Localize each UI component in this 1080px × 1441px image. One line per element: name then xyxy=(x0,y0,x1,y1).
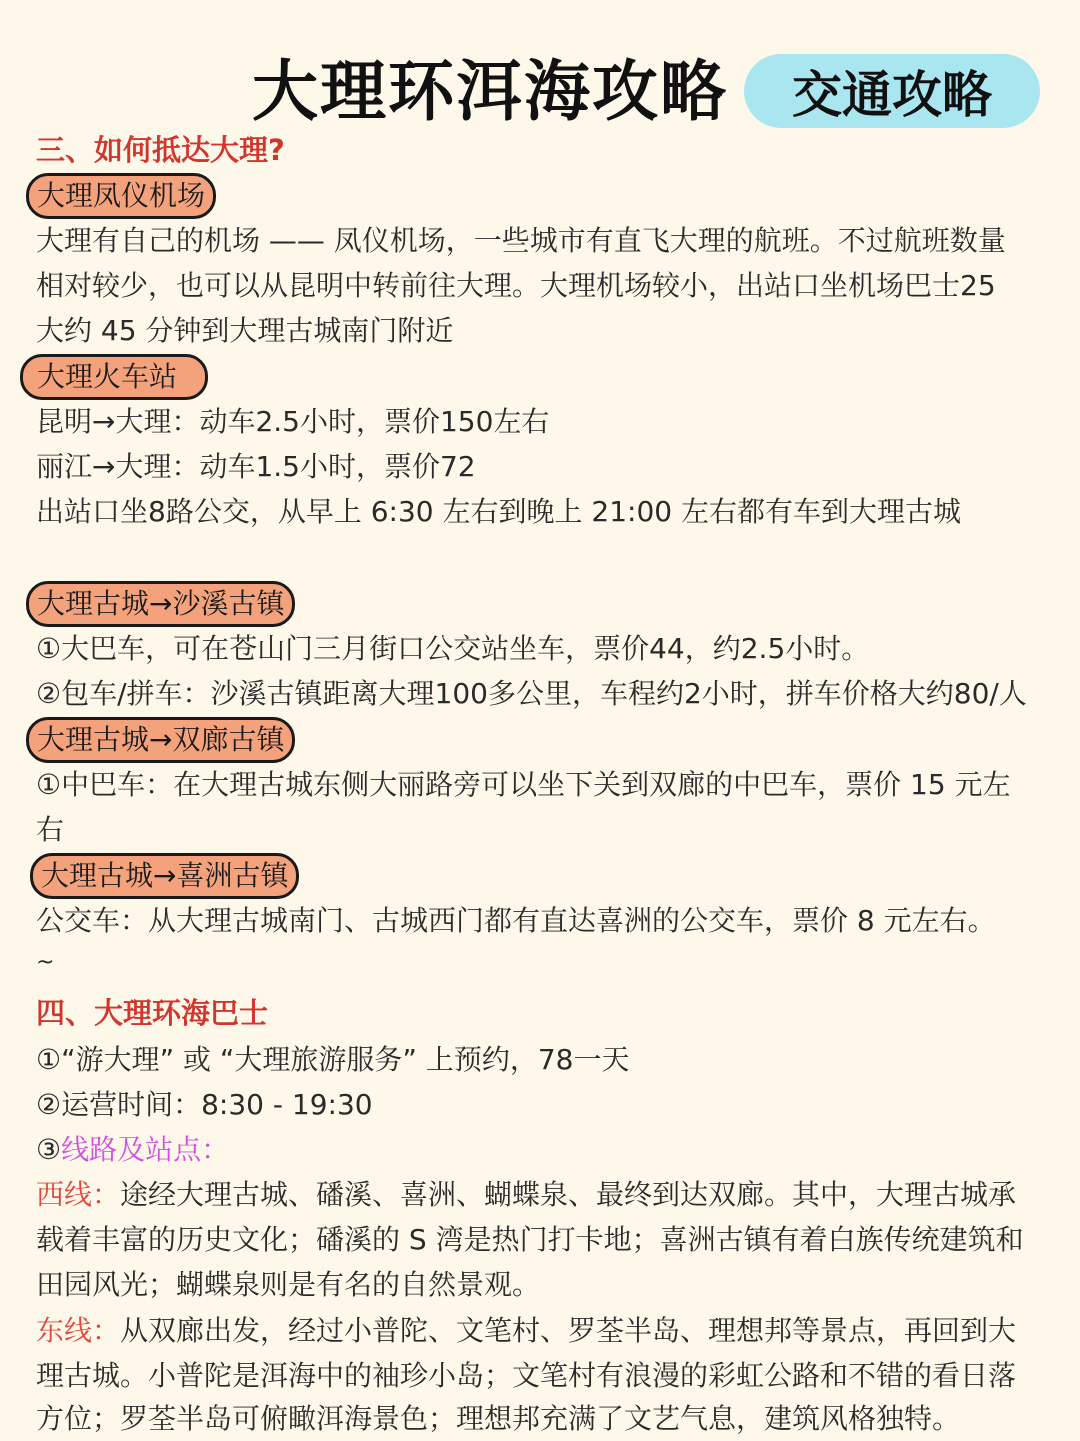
tag-airport: 大理凤仪机场 xyxy=(26,173,216,219)
airport-line-2: 相对较少，也可以从昆明中转前往大理。大理机场较小，出站口坐机场巴士25 xyxy=(36,269,996,302)
bus-hours: ②运营时间：8:30 - 19:30 xyxy=(36,1088,373,1121)
train-line-1: 昆明→大理：动车2.5小时，票价150左右 xyxy=(36,405,550,438)
routes-label: 线路及站点： xyxy=(61,1133,230,1166)
east-route-label: 东线： xyxy=(36,1314,121,1347)
west-line-3: 田园风光；蝴蝶泉则是有名的自然景观。 xyxy=(36,1268,541,1301)
xizhou-line-1: 公交车：从大理古城南门、古城西门都有直达喜洲的公交车，票价 8 元左右。 xyxy=(36,904,996,937)
shaxi-line-2: ②包车/拼车：沙溪古镇距离大理100多公里，车程约2小时，拼车价格大约80/人 xyxy=(36,677,1027,710)
tag-shuanglang: 大理古城→双廊古镇 xyxy=(26,717,295,763)
section-heading-4: 四、大理环海巴士 xyxy=(36,996,269,1030)
airport-line-3: 大约 45 分钟到大理古城南门附近 xyxy=(36,314,454,347)
train-line-3: 出站口坐8路公交，从早上 6:30 左右到晚上 21:00 左右都有车到大理古城 xyxy=(36,495,961,528)
shuanglang-line-1: ①中巴车：在大理古城东侧大丽路旁可以坐下关到双廊的中巴车，票价 15 元左 xyxy=(36,768,1011,801)
bus-routes-heading xyxy=(36,1127,229,1172)
section-heading-3: 三、如何抵达大理? xyxy=(36,133,285,167)
category-badge: 交通攻略 xyxy=(744,54,1040,128)
east-line-1 xyxy=(36,1308,1016,1353)
west-route-label: 西线： xyxy=(36,1178,121,1211)
tag-train-station: 大理火车站 xyxy=(20,354,208,400)
tilde-mark: ~ xyxy=(36,950,55,975)
shuanglang-line-2: 右 xyxy=(36,813,65,846)
west-text-1: 途经大理古城、磻溪、喜洲、蝴蝶泉、最终到达双廊。其中，大理古城承 xyxy=(120,1178,1017,1211)
tag-shaxi: 大理古城→沙溪古镇 xyxy=(26,581,295,627)
page-title: 大理环洱海攻略 xyxy=(252,53,728,130)
routes-prefix: ③ xyxy=(36,1133,62,1166)
bus-booking: ①“游大理” 或 “大理旅游服务” 上预约，78一天 xyxy=(36,1043,630,1076)
train-line-2: 丽江→大理：动车1.5小时，票价72 xyxy=(36,450,476,483)
east-text-1: 从双廊出发，经过小普陀、文笔村、罗荃半岛、理想邦等景点，再回到大 xyxy=(120,1314,1017,1347)
shaxi-line-1: ①大巴车，可在苍山门三月街口公交站坐车，票价44，约2.5小时。 xyxy=(36,632,870,665)
airport-line-1: 大理有自己的机场 —— 凤仪机场，一些城市有直飞大理的航班。不过航班数量 xyxy=(36,224,1006,257)
west-line-1 xyxy=(36,1172,1016,1217)
east-line-3: 方位；罗荃半岛可俯瞰洱海景色；理想邦充满了文艺气息，建筑风格独特。 xyxy=(36,1402,961,1435)
east-line-2: 理古城。小普陀是洱海中的袖珍小岛；文笔村有浪漫的彩虹公路和不错的看日落 xyxy=(36,1359,1017,1392)
tag-xizhou: 大理古城→喜洲古镇 xyxy=(30,853,299,899)
west-line-2: 载着丰富的历史文化；磻溪的 S 湾是热门打卡地；喜洲古镇有着白族传统建筑和 xyxy=(36,1223,1024,1256)
